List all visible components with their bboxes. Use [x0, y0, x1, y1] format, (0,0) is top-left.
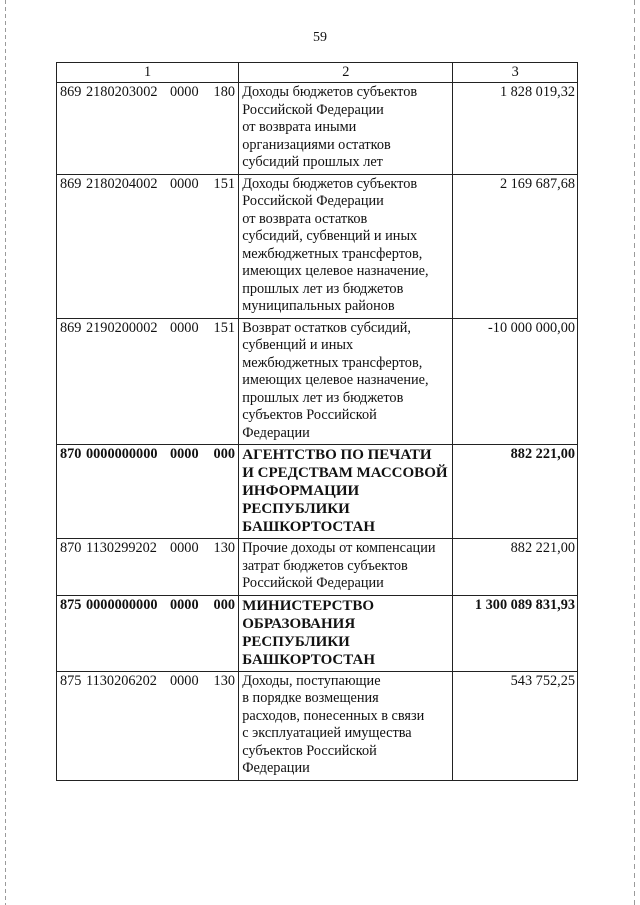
revenue-name-cell: Доходы бюджетов субъектов Российской Федерации от возврата остатков субсидий, субвенций и иных межбюджетных трансфертов, имеющих целевое назначение, прошлых лет из бюджетов муниципальных районов [239, 174, 453, 318]
code-program: 0000 [170, 672, 199, 689]
column-header-code: 1 [57, 63, 239, 83]
scan-edge-right [633, 0, 636, 905]
code-main: 1130299202 [86, 540, 157, 556]
classification-code-cell [57, 83, 239, 175]
column-header-name: 2 [239, 63, 453, 83]
budget-revenue-table [56, 62, 578, 781]
code-kosgu: 130 [213, 672, 235, 689]
code-admin: 869 [60, 175, 82, 192]
amount-cell: 1 300 089 831,93 [453, 595, 578, 671]
ministry-name-cell: МИНИСТЕРСТВО ОБРАЗОВАНИЯ РЕСПУБЛИКИ БАШКОРТОСТАН [239, 595, 453, 671]
code-kosgu: 180 [213, 84, 235, 100]
code-main: 2180204002 [86, 175, 158, 192]
code-admin: 870 [60, 540, 82, 556]
code-program: 0000 [170, 319, 199, 336]
code-program: 0000 [170, 596, 199, 613]
revenue-name-cell: Доходы бюджетов субъектов Российской Федерации от возврата иными организациями остатков субсидий прошлых лет [239, 83, 453, 175]
code-main: 2180203002 [86, 84, 158, 100]
code-kosgu: 151 [213, 175, 235, 192]
revenue-name-cell: Доходы, поступающие в порядке возмещения расходов, понесенных в связи с эксплуатацией имущества субъектов Российской Федерации [239, 671, 453, 780]
table-row [57, 671, 578, 780]
page-number: 59 [313, 30, 327, 45]
code-admin: 870 [60, 446, 82, 462]
code-main: 1130206202 [86, 672, 157, 689]
revenue-name-cell: Возврат остатков субсидий, субвенций и иных межбюджетных трансфертов, имеющих целевое назначение, прошлых лет из бюджетов субъектов Российской Федерации [239, 318, 453, 445]
amount-cell: -10 000 000,00 [453, 318, 578, 445]
classification-code-cell [57, 671, 239, 780]
table-row [57, 174, 578, 318]
table-row [57, 539, 578, 596]
code-kosgu: 000 [213, 596, 235, 613]
table-header [57, 63, 578, 83]
code-kosgu: 151 [213, 319, 235, 336]
amount-cell: 543 752,25 [453, 671, 578, 780]
code-program: 0000 [170, 84, 199, 100]
agency-name-cell: АГЕНТСТВО ПО ПЕЧАТИ И СРЕДСТВАМ МАССОВОЙ ИНФОРМАЦИИ РЕСПУБЛИКИ БАШКОРТОСТАН [239, 445, 453, 539]
code-main: 0000000000 [86, 596, 158, 613]
column-header-sum: 3 [453, 63, 578, 83]
code-program: 0000 [170, 446, 199, 462]
code-admin: 869 [60, 319, 82, 336]
classification-code-cell [57, 318, 239, 445]
table-row [57, 318, 578, 445]
table-header-row [57, 63, 578, 83]
amount-cell: 1 828 019,32 [453, 83, 578, 175]
table-row-agency [57, 445, 578, 539]
table-body [57, 83, 578, 781]
amount-cell: 2 169 687,68 [453, 174, 578, 318]
scan-edge-left [4, 0, 7, 905]
amount-cell: 882 221,00 [453, 539, 578, 596]
code-main: 2190200002 [86, 319, 158, 336]
classification-code-cell [57, 595, 239, 671]
code-admin: 869 [60, 84, 82, 100]
code-program: 0000 [170, 540, 199, 556]
classification-code-cell [57, 174, 239, 318]
code-program: 0000 [170, 175, 199, 192]
code-kosgu: 130 [213, 540, 235, 556]
classification-code-cell [57, 445, 239, 539]
amount-cell: 882 221,00 [453, 445, 578, 539]
table-row [57, 83, 578, 175]
code-main: 0000000000 [86, 446, 158, 462]
classification-code-cell [57, 539, 239, 596]
code-admin: 875 [60, 596, 82, 613]
code-admin: 875 [60, 672, 82, 689]
table-row-ministry [57, 595, 578, 671]
code-kosgu: 000 [213, 446, 235, 462]
revenue-name-cell: Прочие доходы от компенсации затрат бюджетов субъектов Российской Федерации [239, 539, 453, 596]
